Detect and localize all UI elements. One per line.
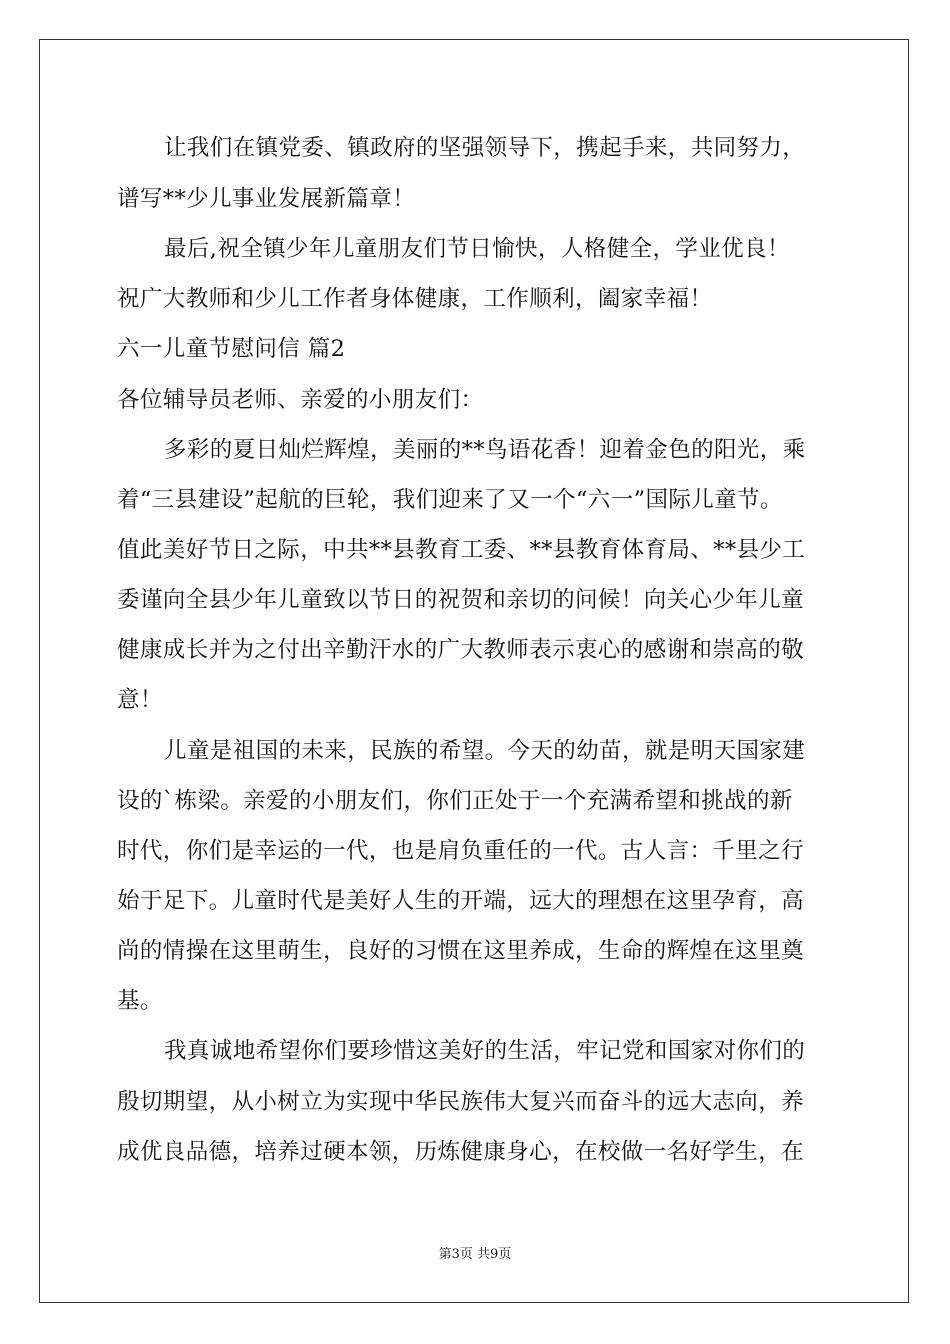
text-line: 时代，你们是幸运的一代，也是肩负重任的一代。古人言：千里之行 [117, 838, 805, 864]
salutation: 各位辅导员老师、亲爱的小朋友们： [117, 387, 484, 413]
text-line: 谱写**少儿事业发展新篇章！ [117, 186, 416, 212]
text-line: 殷切期望，从小树立为实现中华民族伟大复兴而奋斗的远大志向，养 [117, 1089, 805, 1115]
text-line: 设的`栋梁。亲爱的小朋友们，你们正处于一个充满希望和挑战的新 [117, 788, 793, 814]
text-line: 健康成长并为之付出辛勤汗水的广大教师表示衷心的感谢和崇高的敬 [117, 637, 805, 663]
text-line: 始于足下。儿童时代是美好人生的开端，远大的理想在这里孕育，高 [117, 888, 805, 914]
text-line: 祝广大教师和少儿工作者身体健康，工作顺利，阖家幸福！ [117, 286, 713, 312]
text-line: 意！ [117, 687, 163, 713]
text-line: 委谨向全县少年儿童致以节日的祝贺和亲切的问候！向关心少年儿童 [117, 587, 805, 613]
text-line: 基。 [117, 988, 163, 1014]
text-line: 值此美好节日之际，中共**县教育工委、**县教育体育局、**县少工 [117, 537, 806, 563]
text-line: 儿童是祖国的未来，民族的希望。今天的幼苗，就是明天国家建 [164, 738, 806, 764]
text-line: 成优良品德，培养过硬本领，历炼健康身心，在校做一名好学生，在 [117, 1139, 805, 1165]
text-line: 让我们在镇党委、镇政府的坚强领导下，携起手来，共同努力， [164, 135, 806, 161]
section-heading: 六一儿童节慰问信 篇2 [117, 336, 346, 362]
text-line: 着“三县建设”起航的巨轮，我们迎来了又一个“六一”国际儿童节。 [117, 487, 783, 513]
page-number: 第3页 共9页 [438, 1247, 512, 1262]
text-line: 最后,祝全镇少年儿童朋友们节日愉快，人格健全，学业优良！ [164, 236, 790, 262]
text-line: 多彩的夏日灿烂辉煌，美丽的**鸟语花香！迎着金色的阳光，乘 [164, 437, 806, 463]
text-line: 我真诚地希望你们要珍惜这美好的生活，牢记党和国家对你们的 [164, 1038, 806, 1064]
text-line: 尚的情操在这里萌生，良好的习惯在这里养成，生命的辉煌在这里奠 [117, 938, 805, 964]
